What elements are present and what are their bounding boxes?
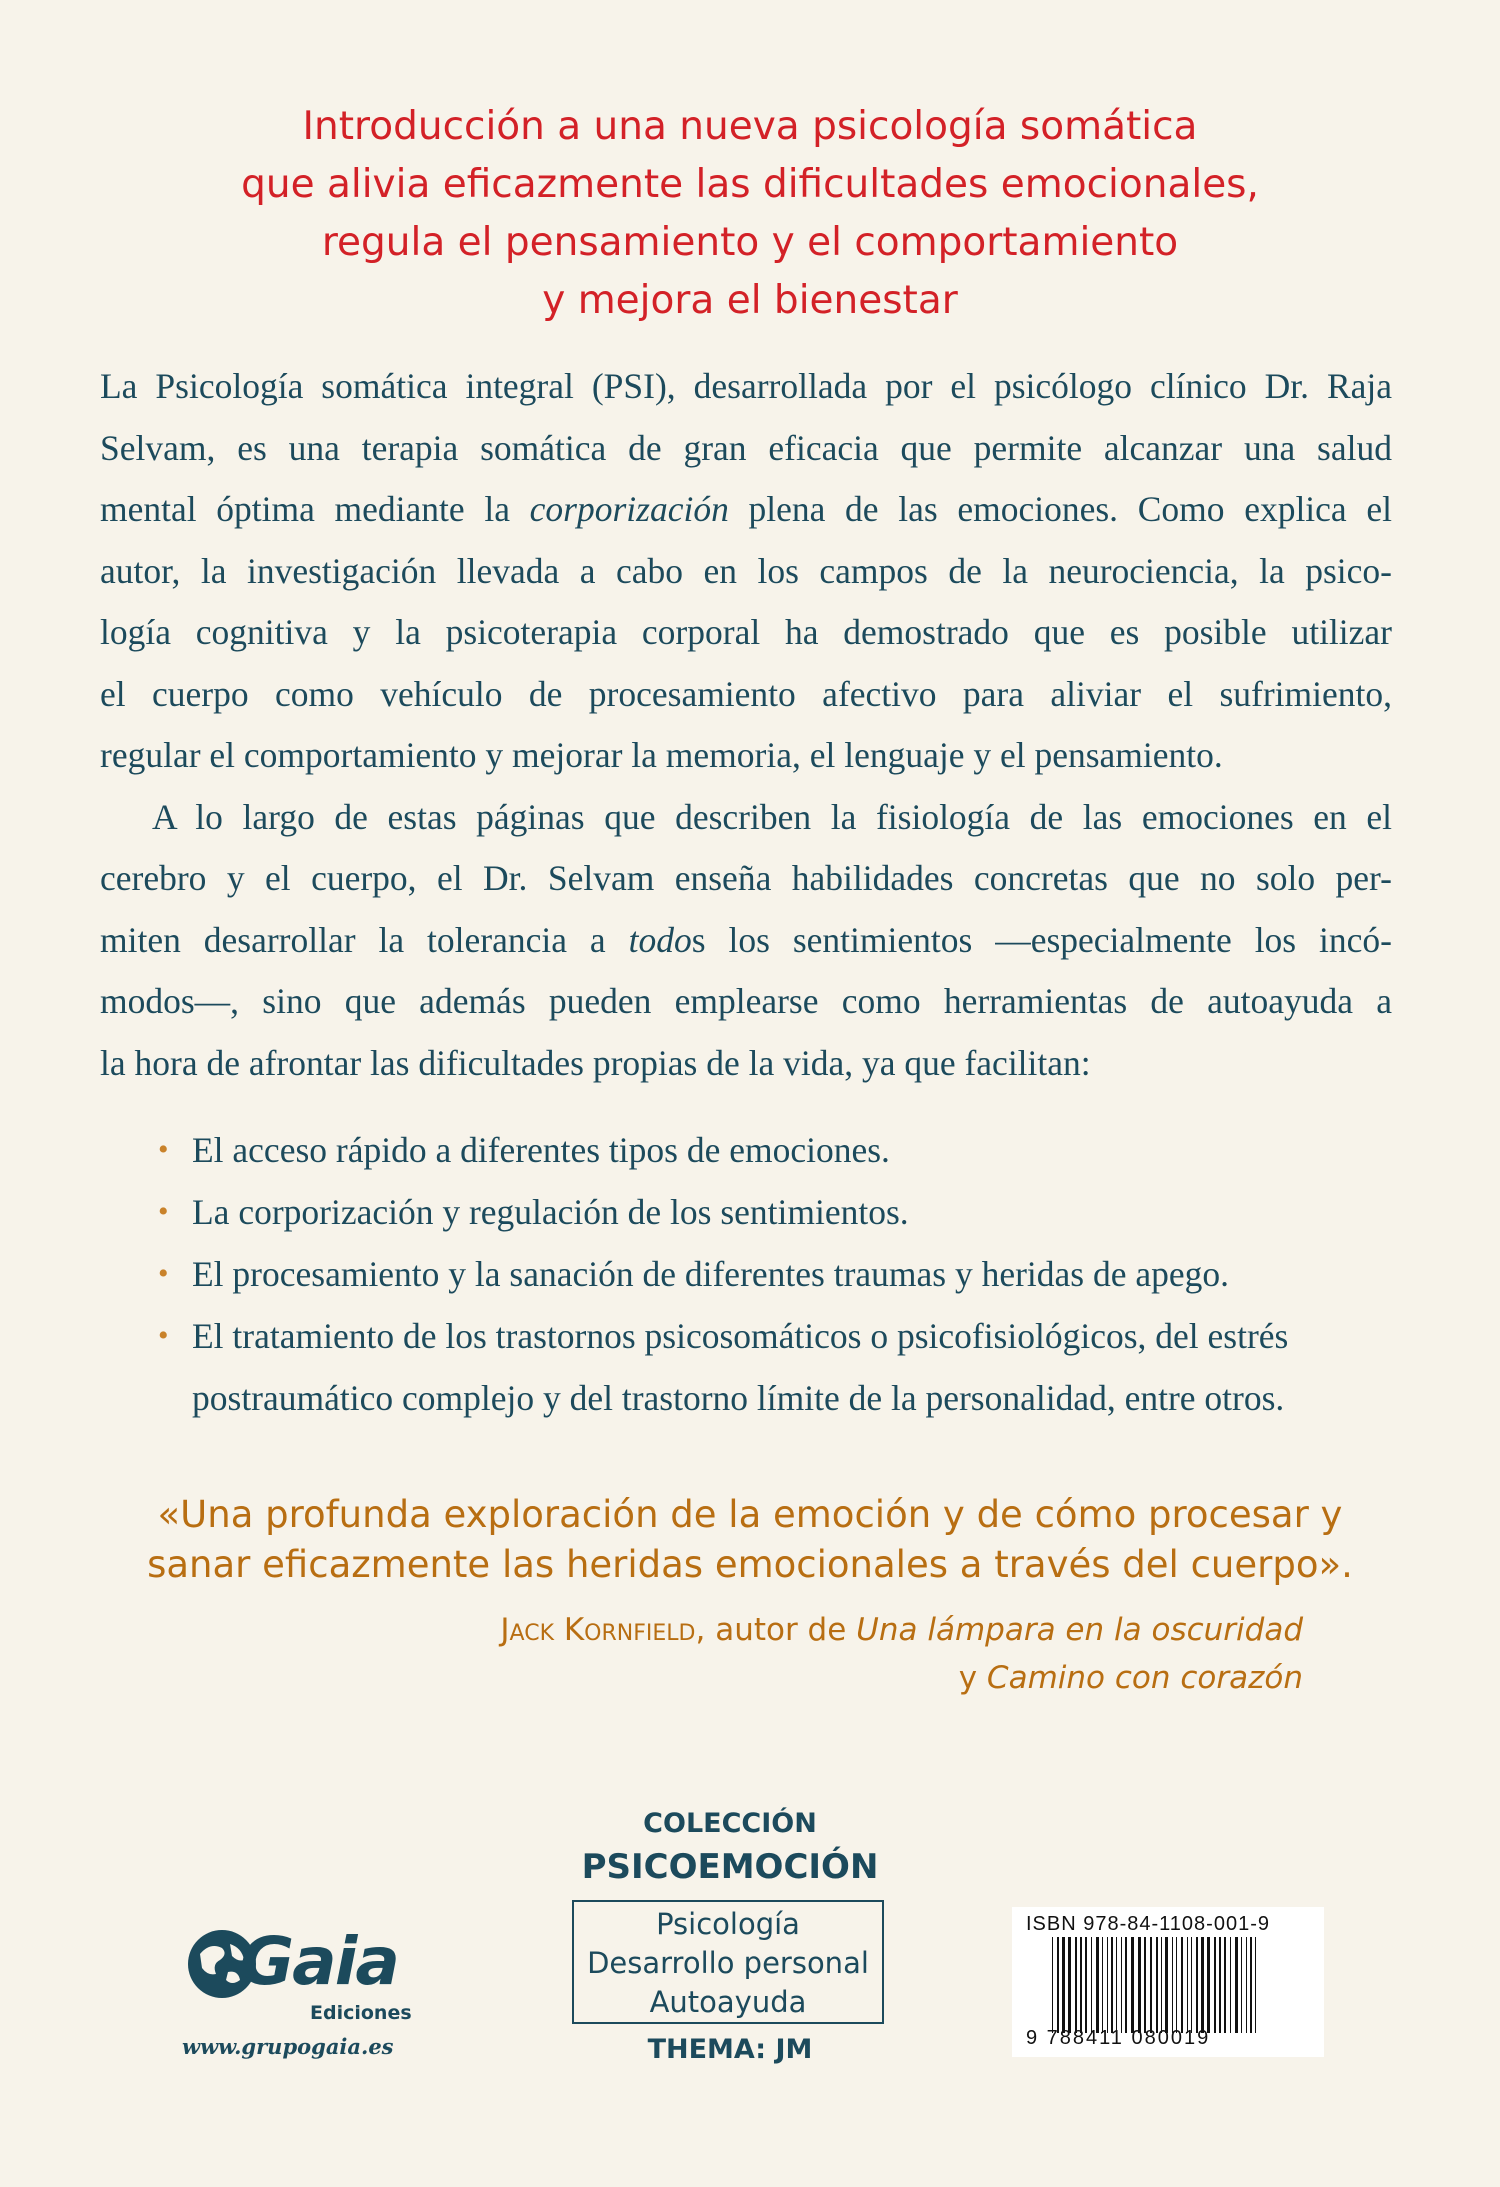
- barcode-bar: [1125, 1937, 1127, 2033]
- barcode-bar: [1219, 1937, 1221, 2033]
- subject-item: Autoayuda: [649, 1985, 807, 2019]
- book-title: Camino con corazón: [986, 1660, 1303, 1696]
- barcode-bar: [1121, 1937, 1122, 2033]
- barcode-bar: [1156, 1937, 1158, 2033]
- barcode-bar: [1191, 1937, 1192, 2033]
- text-line: Selvam, es una terapia somática de gran eficacia que permite alcanzar una salud: [100, 427, 1392, 468]
- text-line: logía cognitiva y la psicoterapia corporal ha demostrado que es posible utilizar: [100, 612, 1392, 652]
- barcode-bar: [1250, 1937, 1252, 2033]
- barcode-bar: [1062, 1937, 1065, 2033]
- description: [100, 356, 1392, 1094]
- barcode-bar: [1096, 1937, 1099, 2033]
- tagline-line: y mejora el bienestar: [542, 278, 958, 323]
- tagline: [100, 98, 1400, 330]
- bullet-icon: •: [158, 1133, 169, 1166]
- text-run: s los sentimientos —especialmente los incó-: [691, 919, 1392, 960]
- barcode-bar: [1107, 1937, 1108, 2033]
- list-item-text: El tratamiento de los trastornos psicosomáticos o psicofisiológicos, del estrés: [192, 1316, 1289, 1356]
- barcode-bar: [1075, 1937, 1077, 2033]
- barcode-bar: [1116, 1937, 1117, 2033]
- text-line: [100, 479, 1392, 541]
- barcode-bars: [1052, 1937, 1314, 2033]
- text-line: el cuerpo como vehículo de procesamiento afectivo para aliviar el sufrimiento,: [100, 673, 1392, 714]
- bullet-icon: •: [158, 1257, 169, 1290]
- barcode-bar: [1165, 1937, 1168, 2033]
- list-item-text: El acceso rápido a diferentes tipos de emociones.: [192, 1130, 890, 1170]
- barcode-bar: [1241, 1937, 1242, 2033]
- bullet-icon: •: [158, 1195, 169, 1228]
- barcode-bar: [1187, 1937, 1188, 2033]
- attribution-text: , autor de: [695, 1612, 857, 1648]
- emphasis-word: corporización: [529, 489, 729, 529]
- list-item-text: postraumático complejo y del trastorno límite de la personalidad, entre otros.: [192, 1378, 1285, 1418]
- subject-box: [572, 1900, 884, 2024]
- list-item: [100, 1181, 1400, 1243]
- barcode-bar: [1196, 1937, 1198, 2033]
- barcode-bar: [1235, 1937, 1238, 2033]
- barcode-bar: [1068, 1937, 1071, 2033]
- text-line: autor, la investigación llevada a cabo en los campos de la neurociencia, la psico-: [100, 550, 1392, 591]
- barcode-bar: [1201, 1937, 1204, 2033]
- text-line: A lo largo de estas páginas que describen la fisiología de las emociones en el: [152, 796, 1392, 837]
- tagline-line: Introducción a una nueva psicología somática: [302, 104, 1198, 149]
- list-item: [100, 1119, 1400, 1181]
- collection-heading: [560, 1804, 900, 1890]
- attribution-text: y: [958, 1660, 987, 1696]
- endorsement-quote: [100, 1490, 1400, 1590]
- collection-name: PSICOEMOCIÓN: [581, 1847, 879, 1887]
- barcode-bar: [1224, 1937, 1226, 2033]
- barcode: [1012, 1907, 1324, 2057]
- attribution-line: [203, 1654, 1303, 1702]
- barcode-bar: [1138, 1937, 1141, 2033]
- quote-author: Jack Kornfield: [500, 1612, 696, 1648]
- barcode-bar: [1172, 1937, 1173, 2033]
- barcode-bar: [1052, 1937, 1053, 2033]
- barcode-bar: [1214, 1937, 1216, 2033]
- thema-code: THEMA: JM: [647, 2034, 813, 2065]
- text-line: La Psicología somática integral (PSI), desarrollada por el psicólogo clínico Dr. Raja: [100, 366, 1392, 406]
- barcode-bar: [1181, 1937, 1183, 2033]
- barcode-bar: [1230, 1937, 1231, 2033]
- collection-label: COLECCIÓN: [643, 1808, 817, 1839]
- list-item-text: La corporización y regulación de los sentimientos.: [192, 1192, 909, 1232]
- barcode-bar: [1255, 1937, 1256, 2033]
- barcode-bar: [1102, 1937, 1103, 2033]
- tagline-line: regula el pensamiento y el comportamiento: [321, 220, 1179, 265]
- barcode-bar: [1080, 1937, 1082, 2033]
- barcode-bar: [1144, 1937, 1146, 2033]
- barcode-bar: [1176, 1937, 1177, 2033]
- barcode-bar: [1207, 1937, 1210, 2033]
- text-line: modos—, sino que además pueden emplearse como herramientas de autoayuda a: [100, 981, 1392, 1021]
- publisher-url[interactable]: www.grupogaia.es: [182, 2034, 394, 2059]
- text-line: cerebro y el cuerpo, el Dr. Selvam enseña habilidades concretas que no solo per-: [100, 858, 1392, 898]
- subject-item: Desarrollo personal: [587, 1946, 869, 1980]
- barcode-bar: [1111, 1937, 1113, 2033]
- paragraph-2: [100, 787, 1392, 1095]
- subject-item: Psicología: [656, 1907, 800, 1941]
- ean-text: 9 788411 080019: [1026, 2027, 1211, 2049]
- barcode-bar: [1085, 1937, 1087, 2033]
- quote-line: «Una profunda exploración de la emoción y de cómo procesar y: [157, 1493, 1343, 1536]
- text-line: la hora de afrontar las dificultades propias de la vida, ya que facilitan:: [100, 1042, 1091, 1083]
- list-item: [100, 1243, 1400, 1305]
- barcode-bar: [1150, 1937, 1152, 2033]
- barcode-bar: [1091, 1937, 1092, 2033]
- paragraph-1: [100, 356, 1392, 787]
- text-run: mental óptima mediante la: [100, 489, 530, 529]
- bullet-icon: •: [158, 1319, 169, 1352]
- barcode-bar: [1131, 1937, 1134, 2033]
- list-item-text: El procesamiento y la sanación de diferentes traumas y heridas de apego.: [192, 1254, 1229, 1294]
- logo-wordmark: Gaia: [240, 1923, 398, 2000]
- list-item: [100, 1305, 1400, 1429]
- quote-attribution: [203, 1606, 1303, 1702]
- text-run: miten desarrollar la tolerancia a: [100, 919, 629, 960]
- quote-line: sanar eficazmente las heridas emocionales a través del cuerpo».: [147, 1543, 1353, 1586]
- text-line: [100, 910, 1392, 972]
- logo-imprint: Ediciones: [310, 2002, 412, 2024]
- text-line: regular el comportamiento y mejorar la memoria, el lenguaje y el pensamiento.: [100, 735, 1223, 775]
- barcode-bar: [1246, 1937, 1247, 2033]
- publisher-logo: [182, 1920, 442, 2070]
- text-run: plena de las emociones. Como explica el: [728, 489, 1392, 529]
- barcode-bar: [1161, 1937, 1162, 2033]
- tagline-line: que alivia eficazmente las dificultades emocionales,: [241, 162, 1259, 207]
- barcode-bar: [1057, 1937, 1059, 2033]
- attribution-line: [203, 1606, 1303, 1654]
- isbn-text: ISBN 978-84-1108-001-9: [1026, 1913, 1270, 1935]
- emphasis-word: todo: [628, 919, 692, 960]
- book-title: Una lámpara en la oscuridad: [856, 1612, 1303, 1648]
- benefits-list: [100, 1119, 1400, 1429]
